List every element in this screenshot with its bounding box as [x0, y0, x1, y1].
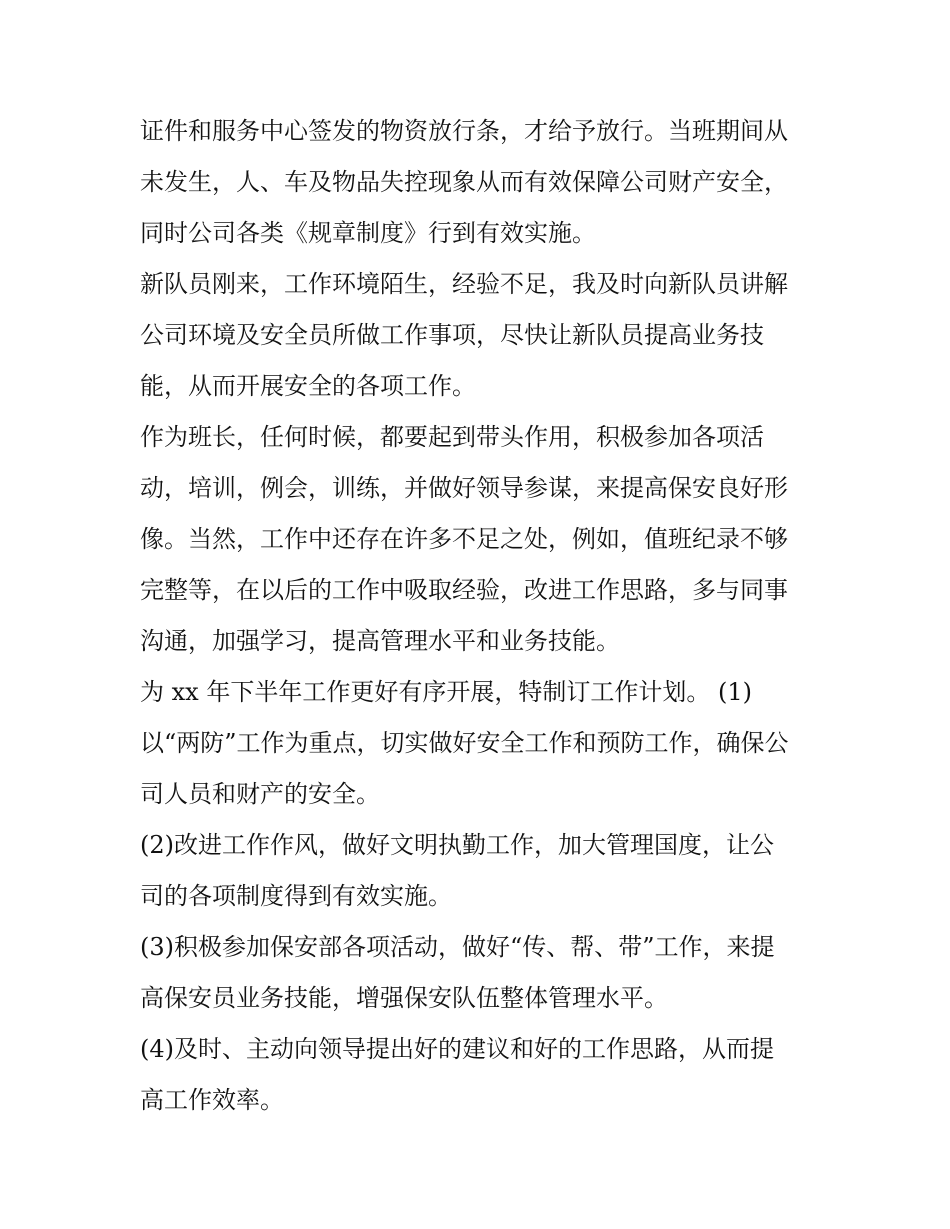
text-line: 新队员刚来，工作环境陌生，经验不足，我及时向新队员讲解	[140, 270, 788, 298]
text-line: 能，从而开展安全的各项工作。	[140, 372, 476, 400]
text-line: 动，培训，例会，训练，并做好领导参谋，来提高保安良好形	[140, 474, 788, 502]
text-line: 沟通，加强学习，提高管理水平和业务技能。	[140, 627, 620, 655]
text-line: (4)及时、主动向领导提出好的建议和好的工作思路，从而提	[140, 1035, 774, 1063]
text-line: 高工作效率。	[140, 1086, 284, 1114]
text-line: 高保安员业务技能，增强保安队伍整体管理水平。	[140, 984, 668, 1012]
text-line: 同时公司各类《规章制度》行到有效实施。	[140, 219, 596, 247]
text-line: 证件和服务中心签发的物资放行条，才给予放行。当班期间从	[140, 117, 788, 145]
text-line: 未发生，人、车及物品失控现象从而有效保障公司财产安全，	[140, 168, 788, 196]
text-line: 为 xx 年下半年工作更好有序开展，特制订工作计划。 (1)	[140, 678, 752, 706]
text-line: 司人员和财产的安全。	[140, 780, 380, 808]
text-line: (3)积极参加保安部各项活动，做好“传、帮、带”工作，来提	[140, 933, 775, 961]
text-line: 司的各项制度得到有效实施。	[140, 882, 452, 910]
document-body	[140, 106, 820, 1126]
text-line: 公司环境及安全员所做工作事项，尽快让新队员提高业务技	[140, 321, 764, 349]
text-line: (2)改进工作作风，做好文明执勤工作，加大管理国度，让公	[140, 831, 774, 859]
text-line: 完整等，在以后的工作中吸取经验，改进工作思路，多与同事	[140, 576, 788, 604]
text-line: 作为班长，任何时候，都要起到带头作用，积极参加各项活	[140, 423, 764, 451]
text-line: 像。当然，工作中还存在许多不足之处，例如，值班纪录不够	[140, 525, 788, 553]
text-line: 以“两防”工作为重点，切实做好安全工作和预防工作，确保公	[140, 729, 789, 757]
